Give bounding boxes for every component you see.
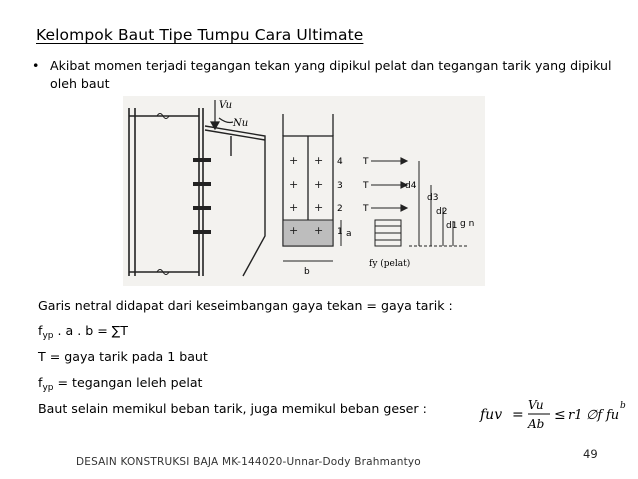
svg-text:+: + <box>289 178 299 191</box>
page-number: 49 <box>583 447 598 461</box>
break-marks <box>157 114 169 275</box>
bolt-group-diagram <box>123 96 485 286</box>
d4-label: d4 <box>405 181 417 191</box>
line-equilibrium: $f_{yp}$ . a . b = ∑T <box>38 323 128 341</box>
t-label-2: T <box>363 204 369 214</box>
diagram-svg <box>123 96 485 286</box>
line-neutral-axis: Garis netral didapat dari keseimbangan gaya tekan = gaya tarik : <box>38 298 453 313</box>
t-label-4: T <box>363 157 369 167</box>
bullet-text: Akibat momen terjadi tegangan tekan yang dipikul pelat dan tegangan tarik yang dipikul oleh baut <box>50 58 612 91</box>
row4-label: 4 <box>337 157 343 167</box>
fy-label: fy (pelat) <box>369 259 411 269</box>
a-label: a <box>346 229 352 239</box>
column <box>129 108 203 276</box>
slide-title: Kelompok Baut Tipe Tumpu Cara Ultimate <box>36 26 364 44</box>
formula-fu-sup: b <box>620 401 626 411</box>
footer-text: DESAIN KONSTRUKSI BAJA MK-144020-Unnar-Dody Brahmantyo <box>76 456 421 468</box>
formula-lhs: fuv <box>480 407 503 423</box>
bolts <box>193 158 211 234</box>
line-shear: Baut selain memikul beban tarik, juga memikul beban geser : <box>38 401 427 416</box>
formula-den: Ab <box>528 417 545 431</box>
shear-formula <box>478 396 628 432</box>
line-fyp-definition: $f_{yp}$ = tegangan leleh pelat <box>38 375 203 393</box>
line-t-definition: T = gaya tarik pada 1 baut <box>38 349 208 364</box>
formula-fu: fu <box>606 408 620 423</box>
vu-label: Vu <box>219 100 233 111</box>
formula-phi: ∅f <box>586 408 603 423</box>
compression-block <box>375 220 401 246</box>
d2-label: d2 <box>436 207 448 217</box>
formula-rel: ≤ <box>554 407 566 423</box>
row3-label: 3 <box>337 181 343 191</box>
formula-eq: = <box>512 407 524 423</box>
svg-text:+: + <box>314 178 324 191</box>
formula-r1: r1 <box>568 408 583 423</box>
row2-label: 2 <box>337 204 343 214</box>
gn-label: g n <box>460 219 475 229</box>
t-label-3: T <box>363 181 369 191</box>
bracket <box>205 126 265 276</box>
svg-text:+: + <box>289 201 299 214</box>
tension-arrows <box>371 158 407 211</box>
nu-label: Nu <box>233 118 249 129</box>
svg-text:+: + <box>314 154 324 167</box>
d1-label: d1 <box>446 221 458 231</box>
svg-text:+: + <box>314 201 324 214</box>
formula-num: Vu <box>528 398 544 412</box>
row1-label: 1 <box>337 227 343 237</box>
svg-text:+: + <box>314 224 324 237</box>
b-label: b <box>304 267 310 277</box>
bullet-marker: • <box>32 58 40 73</box>
d3-label: d3 <box>427 193 439 203</box>
formula-svg <box>478 396 628 432</box>
svg-text:+: + <box>289 154 299 167</box>
d-dimensions <box>409 161 468 246</box>
svg-text:+: + <box>289 224 299 237</box>
